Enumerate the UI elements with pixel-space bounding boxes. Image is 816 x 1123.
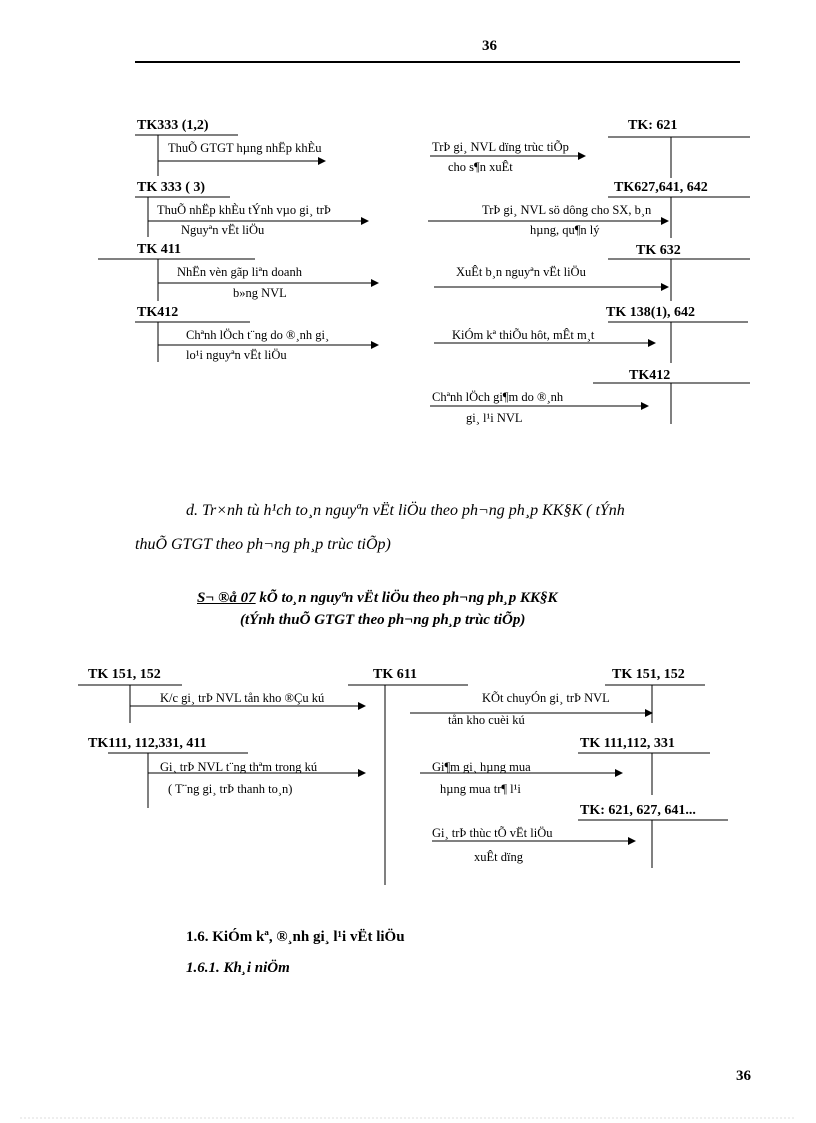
d1-left-account-1: TK333 (1,2)	[137, 118, 209, 133]
footer-page-number: 36	[736, 1068, 751, 1084]
d2-right-text-5: Gi¸ trÞ thùc tÕ vËt liÖu	[432, 826, 553, 840]
d2-right-text-2: tån kho cuèi kú	[448, 713, 525, 727]
d1-left-label-4b: lo¹i nguyªn vËt liÖu	[186, 348, 287, 362]
header-page-number: 36	[482, 38, 497, 54]
d1-left-label-3: NhËn vèn gãp liªn doanh	[177, 265, 302, 279]
d1-right-label-5: Chªnh lÖch gi¶m do ®¸nh	[432, 390, 564, 404]
d1-left-account-4: TK412	[137, 305, 179, 320]
d1-right-account-1: TK: 621	[628, 118, 678, 133]
d2-right-text-4: hµng mua tr¶ l¹i	[440, 782, 521, 796]
d1-right-account-4: TK 138(1), 642	[606, 305, 696, 320]
d2-account-right-top: TK 151, 152	[612, 667, 685, 682]
d1-right-account-2: TK627,641, 642	[614, 180, 708, 195]
section-heading: 1.6. KiÓm kª, ®¸nh gi¸ l¹i vËt liÖu	[186, 929, 405, 945]
d1-right-account-5: TK412	[629, 368, 671, 383]
d1-right-account-3: TK 632	[636, 243, 681, 258]
d1-left-label-4: Chªnh lÖch t¨ng do ®¸nh gi¸	[186, 328, 330, 342]
d2-account-left-bottom: TK111, 112,331, 411	[88, 736, 207, 751]
d1-left-label-2: ThuÕ nhËp khÈu tÝnh vµo gi¸ trÞ	[157, 203, 331, 217]
d1-left-label-3b: b»ng NVL	[233, 286, 287, 300]
section-subheading: 1.6.1. Kh¸i niÖm	[186, 960, 290, 976]
d2-right-text-3: Gi¶m gi¸ hµng mua	[432, 760, 531, 774]
d2-account-right-mid: TK 111,112, 331	[580, 736, 675, 751]
d1-left-label-1: ThuÕ GTGT hµng nhËp khÈu	[168, 141, 322, 155]
d1-right-label-2b: hµng, qu¶n lý	[530, 223, 600, 237]
diagram-title-prefix: S¬ ®å 07	[197, 590, 256, 606]
d1-right-label-5b: gi¸ l¹i NVL	[466, 411, 523, 425]
d1-left-account-2: TK 333 ( 3)	[137, 180, 206, 195]
d2-account-right-bottom: TK: 621, 627, 641...	[580, 803, 696, 818]
d2-left-text-1: K/c gi¸ trÞ NVL tån kho ®Çu kú	[160, 691, 325, 705]
d2-left-text-2: Gi¸ trÞ NVL t¨ng thªm trong kú	[160, 760, 318, 774]
diagram-title-rest: kÕ to¸n nguyªn vËt liÖu theo ph¬ng ph¸p KK§K	[255, 590, 558, 606]
d2-account-left-top: TK 151, 152	[88, 667, 161, 682]
d1-right-label-3: XuÊt b¸n nguyªn vËt liÖu	[456, 265, 586, 279]
d1-right-label-1b: cho s¶n xuÊt	[448, 160, 513, 174]
paragraph-line-2: thuÕ GTGT theo ph¬ng ph¸p trùc tiÕp)	[135, 536, 391, 553]
d1-right-label-2: TrÞ gi¸ NVL sö dông cho SX, b¸n	[482, 203, 652, 217]
d1-right-label-1: TrÞ gi¸ NVL dïng trùc tiÕp	[432, 140, 569, 154]
diagram-title-line-2: (tÝnh thuÕ GTGT theo ph¬ng ph¸p trùc tiÕp)	[240, 612, 526, 628]
d2-left-text-3: ( T¨ng gi¸ trÞ thanh to¸n)	[168, 782, 293, 796]
d2-right-text-1: KÕt chuyÓn gi¸ trÞ NVL	[482, 691, 610, 705]
diagram-title-line-1	[197, 590, 558, 607]
d1-right-label-4: KiÓm kª thiÕu hôt, mÊt m¸t	[452, 328, 595, 342]
d2-account-center: TK 611	[373, 667, 417, 682]
d2-right-text-6: xuÊt dïng	[474, 850, 523, 864]
paragraph-line-1: d. Tr×nh tù h¹ch to¸n nguyªn vËt liÖu theo ph¬ng ph¸p KK§K ( tÝnh	[186, 502, 625, 519]
d1-left-account-3: TK 411	[137, 242, 181, 257]
d1-left-label-2b: Nguyªn vËt liÖu	[181, 223, 265, 237]
